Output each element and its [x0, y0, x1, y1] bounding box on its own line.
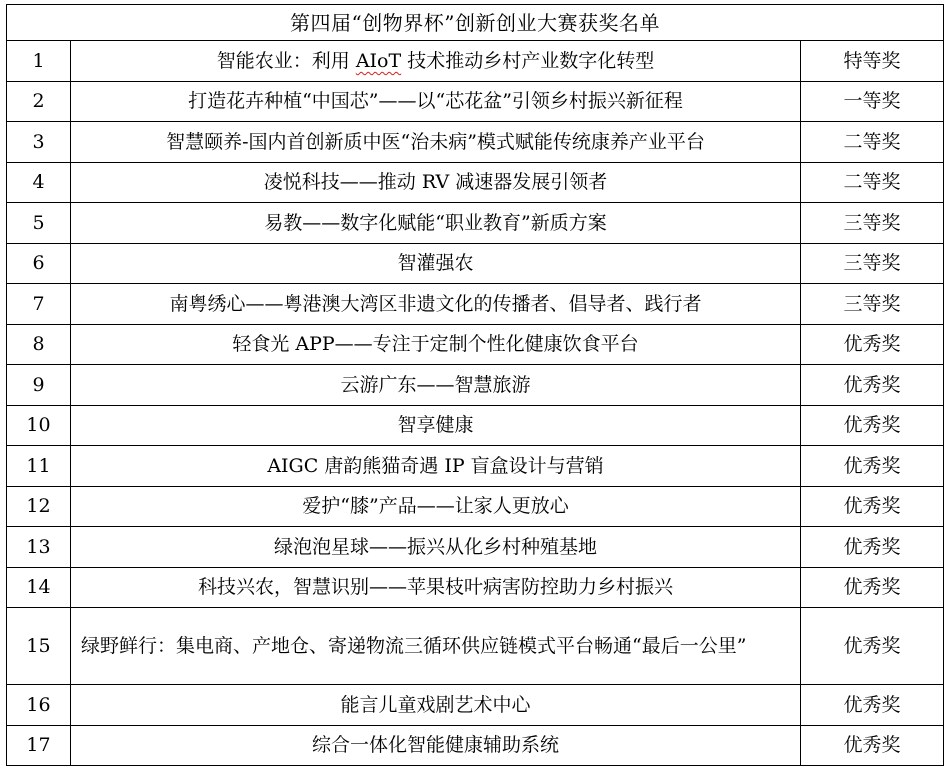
- row-number: 7: [7, 284, 71, 325]
- project-name: [71, 41, 801, 82]
- table-row: [7, 527, 944, 568]
- table-row: [7, 685, 944, 726]
- project-name: AIGC 唐韵熊猫奇遇 IP 盲盒设计与营销: [71, 446, 801, 487]
- table-row: [7, 365, 944, 406]
- table-row: [7, 567, 944, 608]
- award-level: 优秀奖: [801, 365, 944, 406]
- award-level: 优秀奖: [801, 608, 944, 685]
- award-level: 一等奖: [801, 81, 944, 122]
- project-name: 打造花卉种植“中国芯”——以“芯花盆”引领乡村振兴新征程: [71, 81, 801, 122]
- row-number: 16: [7, 685, 71, 726]
- row-number: 15: [7, 608, 71, 685]
- row-number: 3: [7, 122, 71, 163]
- table-row: [7, 446, 944, 487]
- row-number: 13: [7, 527, 71, 568]
- row-number: 2: [7, 81, 71, 122]
- row-number: 8: [7, 324, 71, 365]
- row-number: 10: [7, 405, 71, 446]
- award-level: 特等奖: [801, 41, 944, 82]
- table-row: [7, 405, 944, 446]
- award-level: 优秀奖: [801, 486, 944, 527]
- row-number: 12: [7, 486, 71, 527]
- row-number: 17: [7, 725, 71, 766]
- project-name: 综合一体化智能健康辅助系统: [71, 725, 801, 766]
- award-level: 优秀奖: [801, 405, 944, 446]
- project-name-part: 技术推动乡村产业数字化转型: [401, 49, 655, 72]
- project-name: 绿泡泡星球——振兴从化乡村种殖基地: [71, 527, 801, 568]
- award-list-document: [6, 4, 943, 766]
- project-name: 易教——数字化赋能“职业教育”新质方案: [71, 203, 801, 244]
- award-level: 优秀奖: [801, 446, 944, 487]
- award-table: [6, 4, 944, 766]
- table-row: [7, 243, 944, 284]
- project-name: 智慧颐养-国内首创新质中医“治未病”模式赋能传统康养产业平台: [71, 122, 801, 163]
- project-name: 绿野鲜行：集电商、产地仓、寄递物流三循环供应链模式平台畅通“最后一公里”: [71, 608, 801, 685]
- award-level: 优秀奖: [801, 527, 944, 568]
- table-row: [7, 608, 944, 685]
- table-row: [7, 324, 944, 365]
- row-number: 9: [7, 365, 71, 406]
- award-level: 优秀奖: [801, 685, 944, 726]
- project-name: 能言儿童戏剧艺术中心: [71, 685, 801, 726]
- table-row: [7, 725, 944, 766]
- award-level: 二等奖: [801, 122, 944, 163]
- table-title: 第四届“创物界杯”创新创业大赛获奖名单: [7, 5, 944, 41]
- spellcheck-marked-word: AIoT: [355, 49, 402, 72]
- row-number: 14: [7, 567, 71, 608]
- row-number: 4: [7, 162, 71, 203]
- project-name: 凌悦科技——推动 RV 减速器发展引领者: [71, 162, 801, 203]
- award-level: 三等奖: [801, 243, 944, 284]
- row-number: 5: [7, 203, 71, 244]
- project-name: 爱护“膝”产品——让家人更放心: [71, 486, 801, 527]
- row-number: 1: [7, 41, 71, 82]
- table-row: [7, 486, 944, 527]
- project-name-part: 智能农业：利用: [216, 49, 356, 72]
- award-level: 优秀奖: [801, 567, 944, 608]
- award-level: 二等奖: [801, 162, 944, 203]
- award-level: 优秀奖: [801, 324, 944, 365]
- project-name: 科技兴农，智慧识别——苹果枝叶病害防控助力乡村振兴: [71, 567, 801, 608]
- award-level: 三等奖: [801, 203, 944, 244]
- award-level: 三等奖: [801, 284, 944, 325]
- award-level: 优秀奖: [801, 725, 944, 766]
- row-number: 6: [7, 243, 71, 284]
- table-row: [7, 203, 944, 244]
- title-row: [7, 5, 944, 41]
- project-name: 云游广东——智慧旅游: [71, 365, 801, 406]
- row-number: 11: [7, 446, 71, 487]
- project-name: 智享健康: [71, 405, 801, 446]
- table-row: [7, 81, 944, 122]
- project-name: 轻食光 APP——专注于定制个性化健康饮食平台: [71, 324, 801, 365]
- project-name: 南粤绣心——粤港澳大湾区非遗文化的传播者、倡导者、践行者: [71, 284, 801, 325]
- project-name: 智灌强农: [71, 243, 801, 284]
- table-row: [7, 41, 944, 82]
- table-row: [7, 284, 944, 325]
- table-row: [7, 162, 944, 203]
- table-row: [7, 122, 944, 163]
